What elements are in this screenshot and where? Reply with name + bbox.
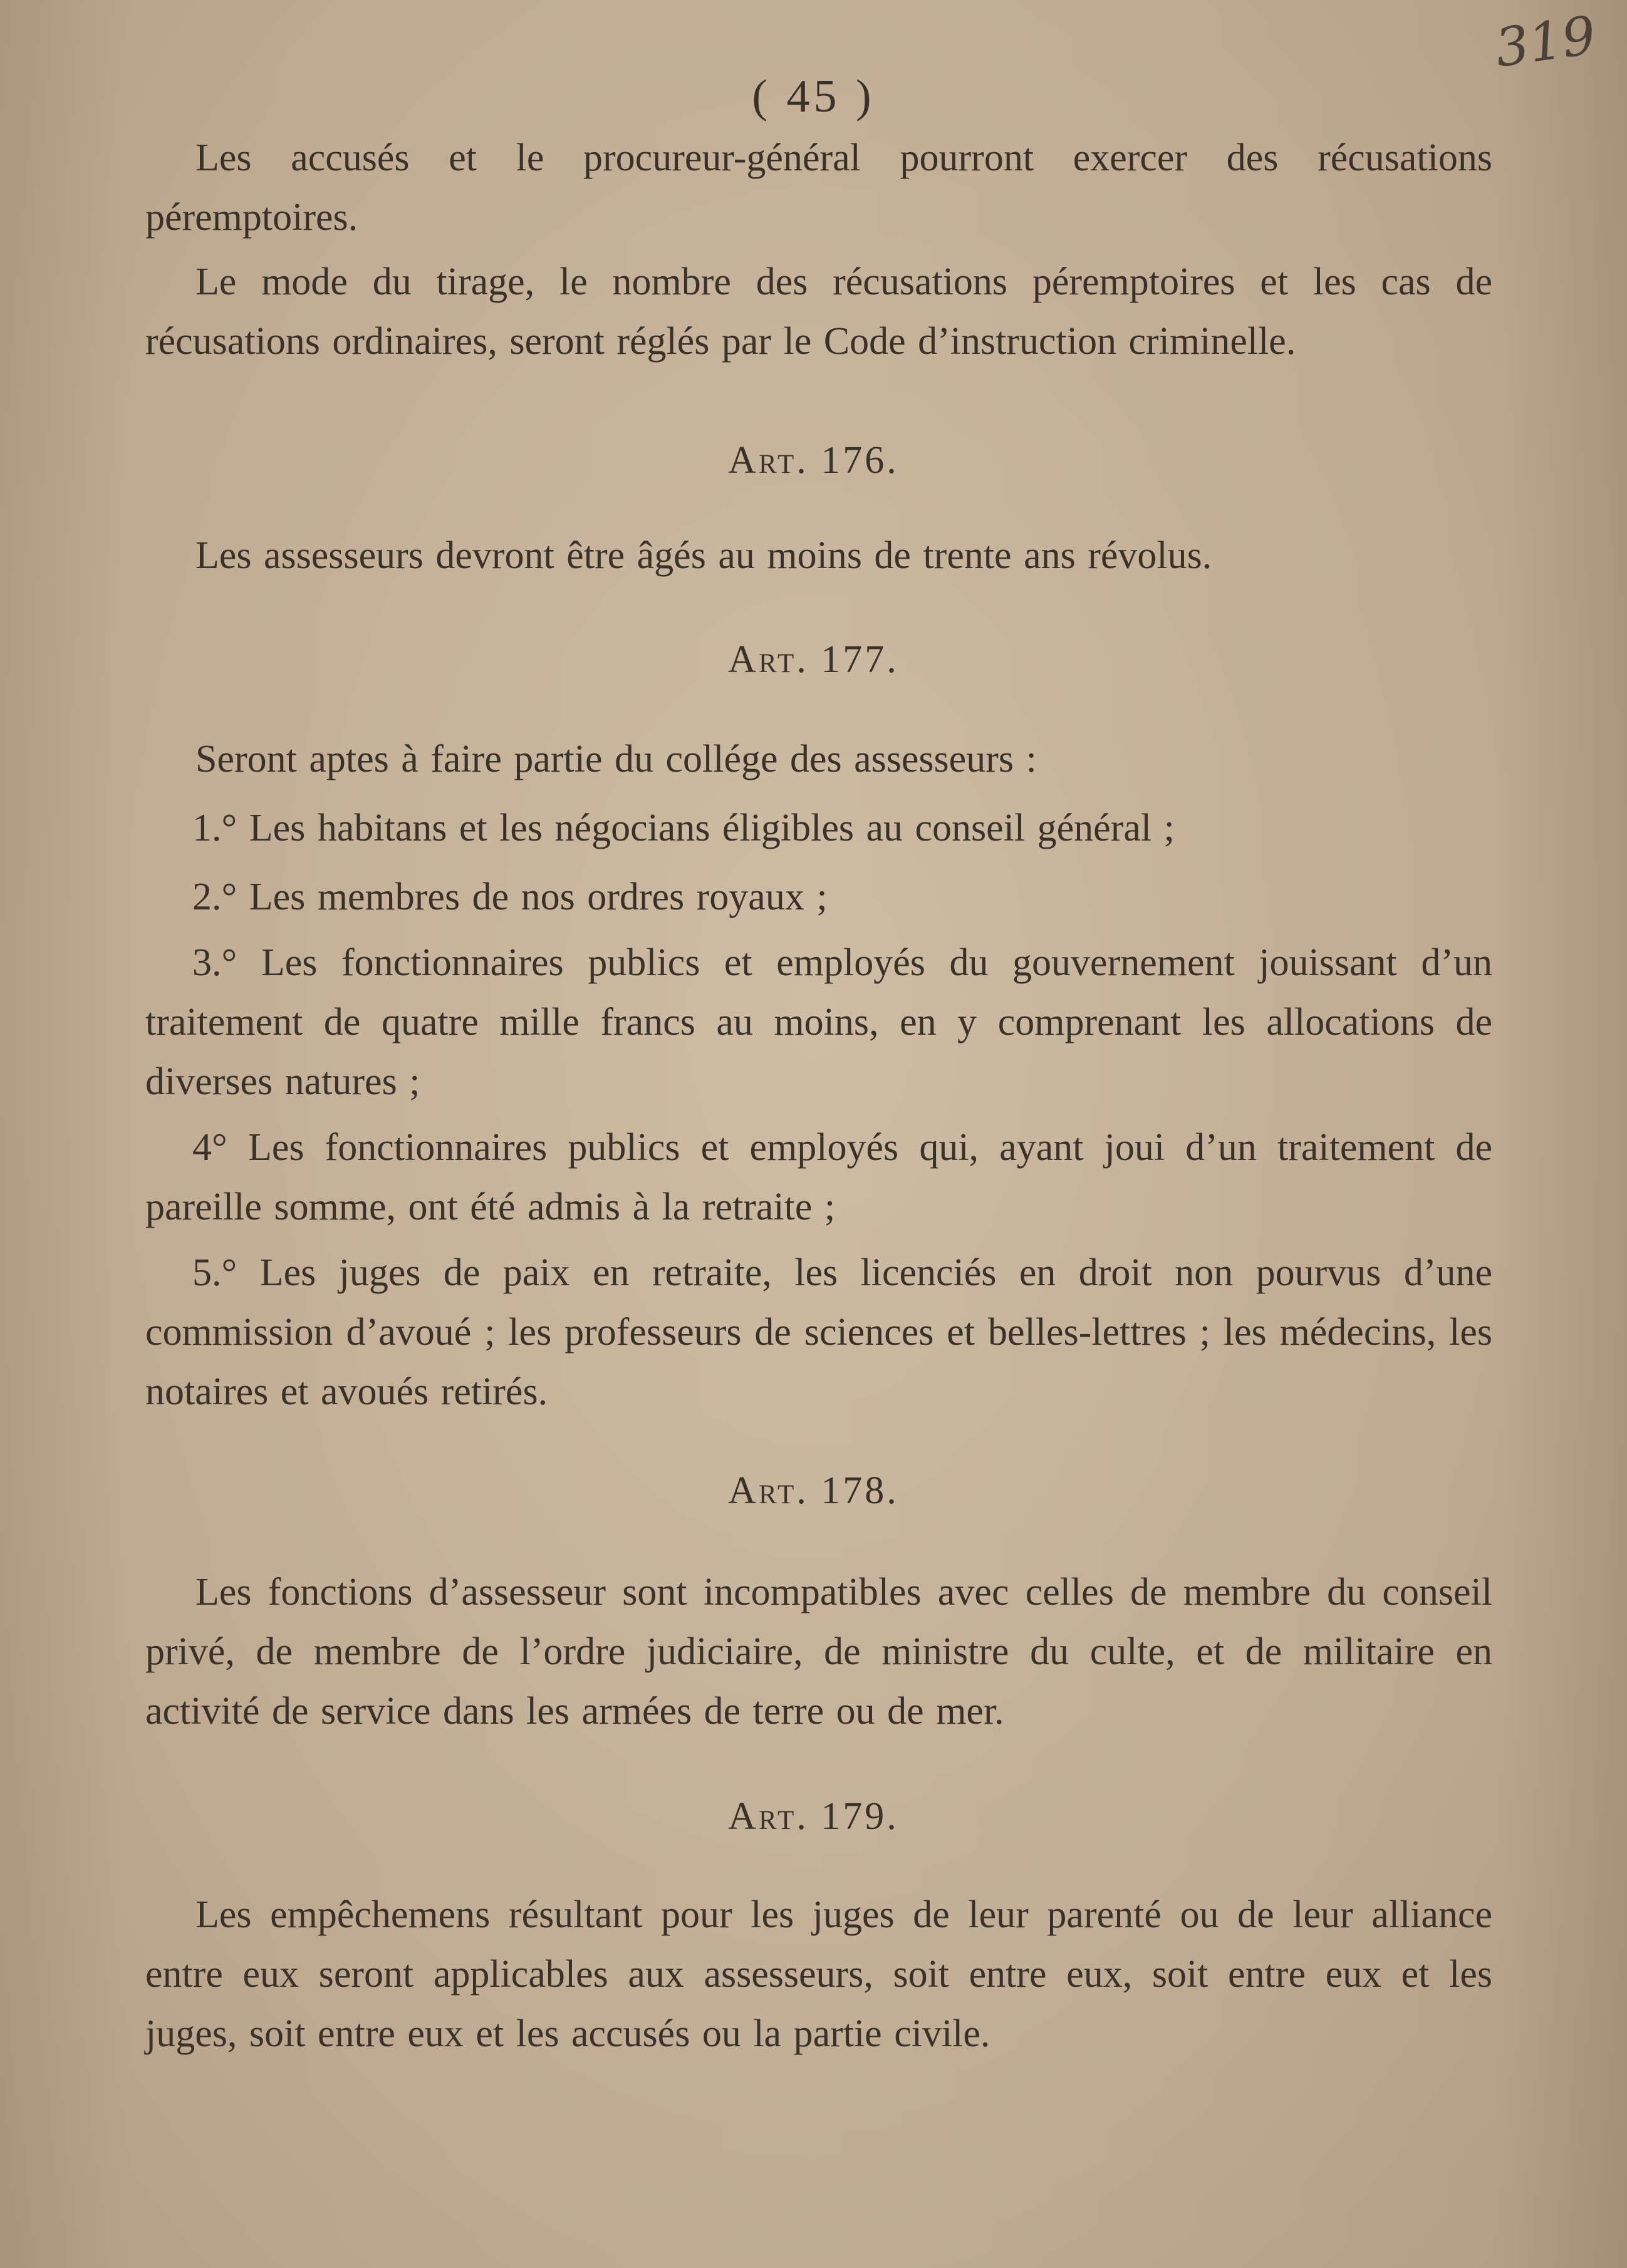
- article-177-item-4: 4° Les fonctionnaires publics et employés qui, ayant joui d’un traitement de pareille somme, ont été admis à la retraite ;: [145, 1126, 1492, 1228]
- article-177-intro: Seront aptes à faire partie du collége des assesseurs :: [195, 738, 1037, 780]
- article-177-intro-block: [145, 730, 1492, 789]
- article-178-text: Les fonctions d’assesseur sont incompatibles avec celles de membre du conseil privé, de membre de l’ordre judiciaire, de ministre du culte, et de militaire en activité de service dans les armées de terre ou de mer.: [145, 1571, 1492, 1732]
- article-177-item-3: 3.° Les fonctionnaires publics et employés du gouvernement jouissant d’un traitement de quatre mille francs au moins, en y comprenant les allocations de diverses natures ;: [145, 941, 1492, 1103]
- handwritten-annotation: 319: [1491, 4, 1600, 80]
- article-179-text: Les empêchemens résultant pour les juges de leur parenté ou de leur alliance entre eux seront applicables aux assesseurs, soit entre eux, soit entre eux et les juges, soit entre eux et les accusés ou la partie civile.: [145, 1893, 1492, 2055]
- paragraph-mode-tirage-text: Le mode du tirage, le nombre des récusations péremptoires et les cas de récusations ordinaires, seront réglés par le Code d’instruction criminelle.: [145, 261, 1492, 363]
- paragraph-recusations: [145, 128, 1492, 247]
- article-176-heading: Art. 176.: [728, 439, 899, 482]
- page-number: ( 45 ): [752, 71, 875, 122]
- article-177-item-5: 5.° Les juges de paix en retraite, les licenciés en droit non pourvus d’une commission d’avoué ; les professeurs de sciences et belles-lettres ; les médecins, les notaires et avoués retirés.: [145, 1251, 1492, 1413]
- article-176-text-block: [145, 526, 1492, 586]
- article-178-heading: Art. 178.: [728, 1469, 899, 1512]
- article-178-text-block: [145, 1563, 1492, 1741]
- article-179-heading: Art. 179.: [728, 1795, 899, 1838]
- article-176-text: Les assesseurs devront être âgés au moins de trente ans révolus.: [195, 534, 1212, 577]
- article-179-text-block: [145, 1885, 1492, 2064]
- article-177-item-1: 1.° Les habitans et les négocians éligibles au conseil général ;: [192, 807, 1175, 849]
- paragraph-mode-tirage: [145, 252, 1492, 371]
- paragraph-recusations-text: Les accusés et le procureur-général pourront exercer des récusations péremptoires.: [145, 137, 1492, 239]
- article-177-item-2: 2.° Les membres de nos ordres royaux ;: [192, 876, 828, 918]
- article-177-heading: Art. 177.: [728, 638, 899, 681]
